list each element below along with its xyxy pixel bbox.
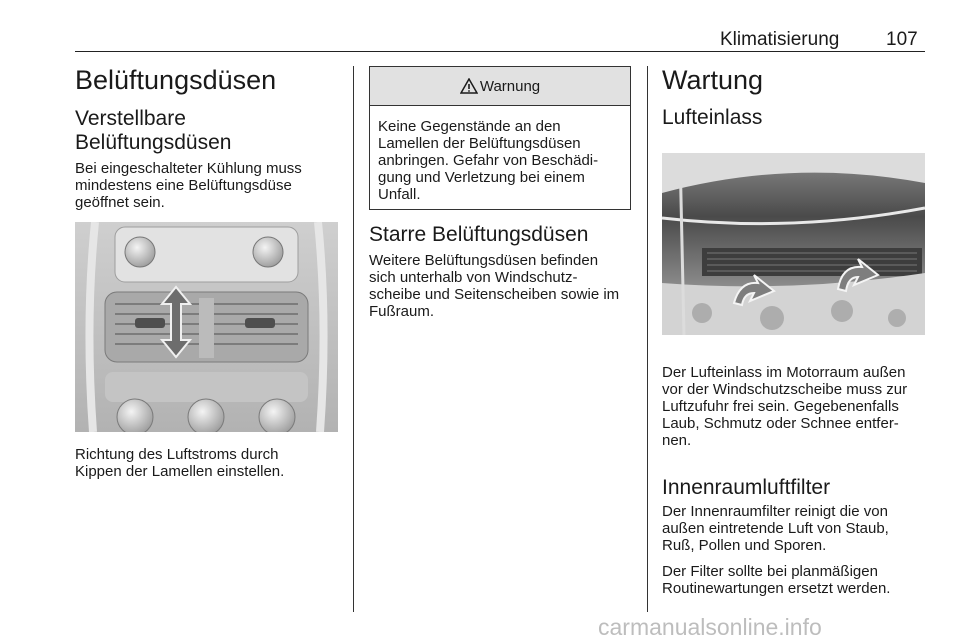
subheading-verstellbare: Verstellbare Belüftungsdüsen <box>75 107 232 154</box>
warning-label: Warnung <box>479 77 541 95</box>
column-divider-right <box>647 66 648 612</box>
lufteinlass-text: Der Lufteinlass im Motorraum außen vor der Windschutzscheibe muss zur Luftzufuhr frei sein. Gegebenenfalls Laub, Schmutz oder Schnee entfer- nen. <box>662 364 908 449</box>
column-divider-left <box>353 66 354 612</box>
filter-text-1: Der Innenraumfilter reinigt die von außen eintretende Luft von Staub, Ruß, Pollen und Sporen. <box>662 503 889 554</box>
subheading-lufteinlass: Lufteinlass <box>662 106 763 129</box>
intro-text: Bei eingeschalteter Kühlung muss mindestens eine Belüftungsdüse geöffnet sein. <box>75 160 302 211</box>
warning-header <box>370 67 630 106</box>
heading-wartung: Wartung <box>662 65 764 95</box>
heading-innenraumluftfilter: Innenraumluftfilter <box>662 476 831 499</box>
figure-caption: Richtung des Luftstroms durch Kippen der Lamellen einstellen. <box>75 446 285 480</box>
filter-text-2: Der Filter sollte bei planmäßigen Routinewartungen ersetzt werden. <box>662 563 891 597</box>
warning-text: Keine Gegenstände an den Lamellen der Belüftungsdüsen anbringen. Gefahr von Beschädi- gung und Verletzung bei einem Unfall. <box>378 118 599 203</box>
page-number: 107 <box>886 29 918 50</box>
starre-text: Weitere Belüftungsdüsen befinden sich unterhalb von Windschutz- scheibe und Seitenscheiben sowie im Fußraum. <box>369 252 620 320</box>
header-rule <box>75 51 925 52</box>
heading-belueftungsduesen: Belüftungsdüsen <box>75 65 277 95</box>
watermark: carmanualsonline.info <box>598 614 822 640</box>
section-title: Klimatisierung <box>720 29 840 50</box>
heading-starre: Starre Belüftungsdüsen <box>369 223 589 246</box>
warning-box <box>369 66 631 210</box>
warning-triangle-icon <box>460 78 478 94</box>
vent-figure <box>75 222 338 432</box>
air-intake-figure <box>662 153 925 335</box>
